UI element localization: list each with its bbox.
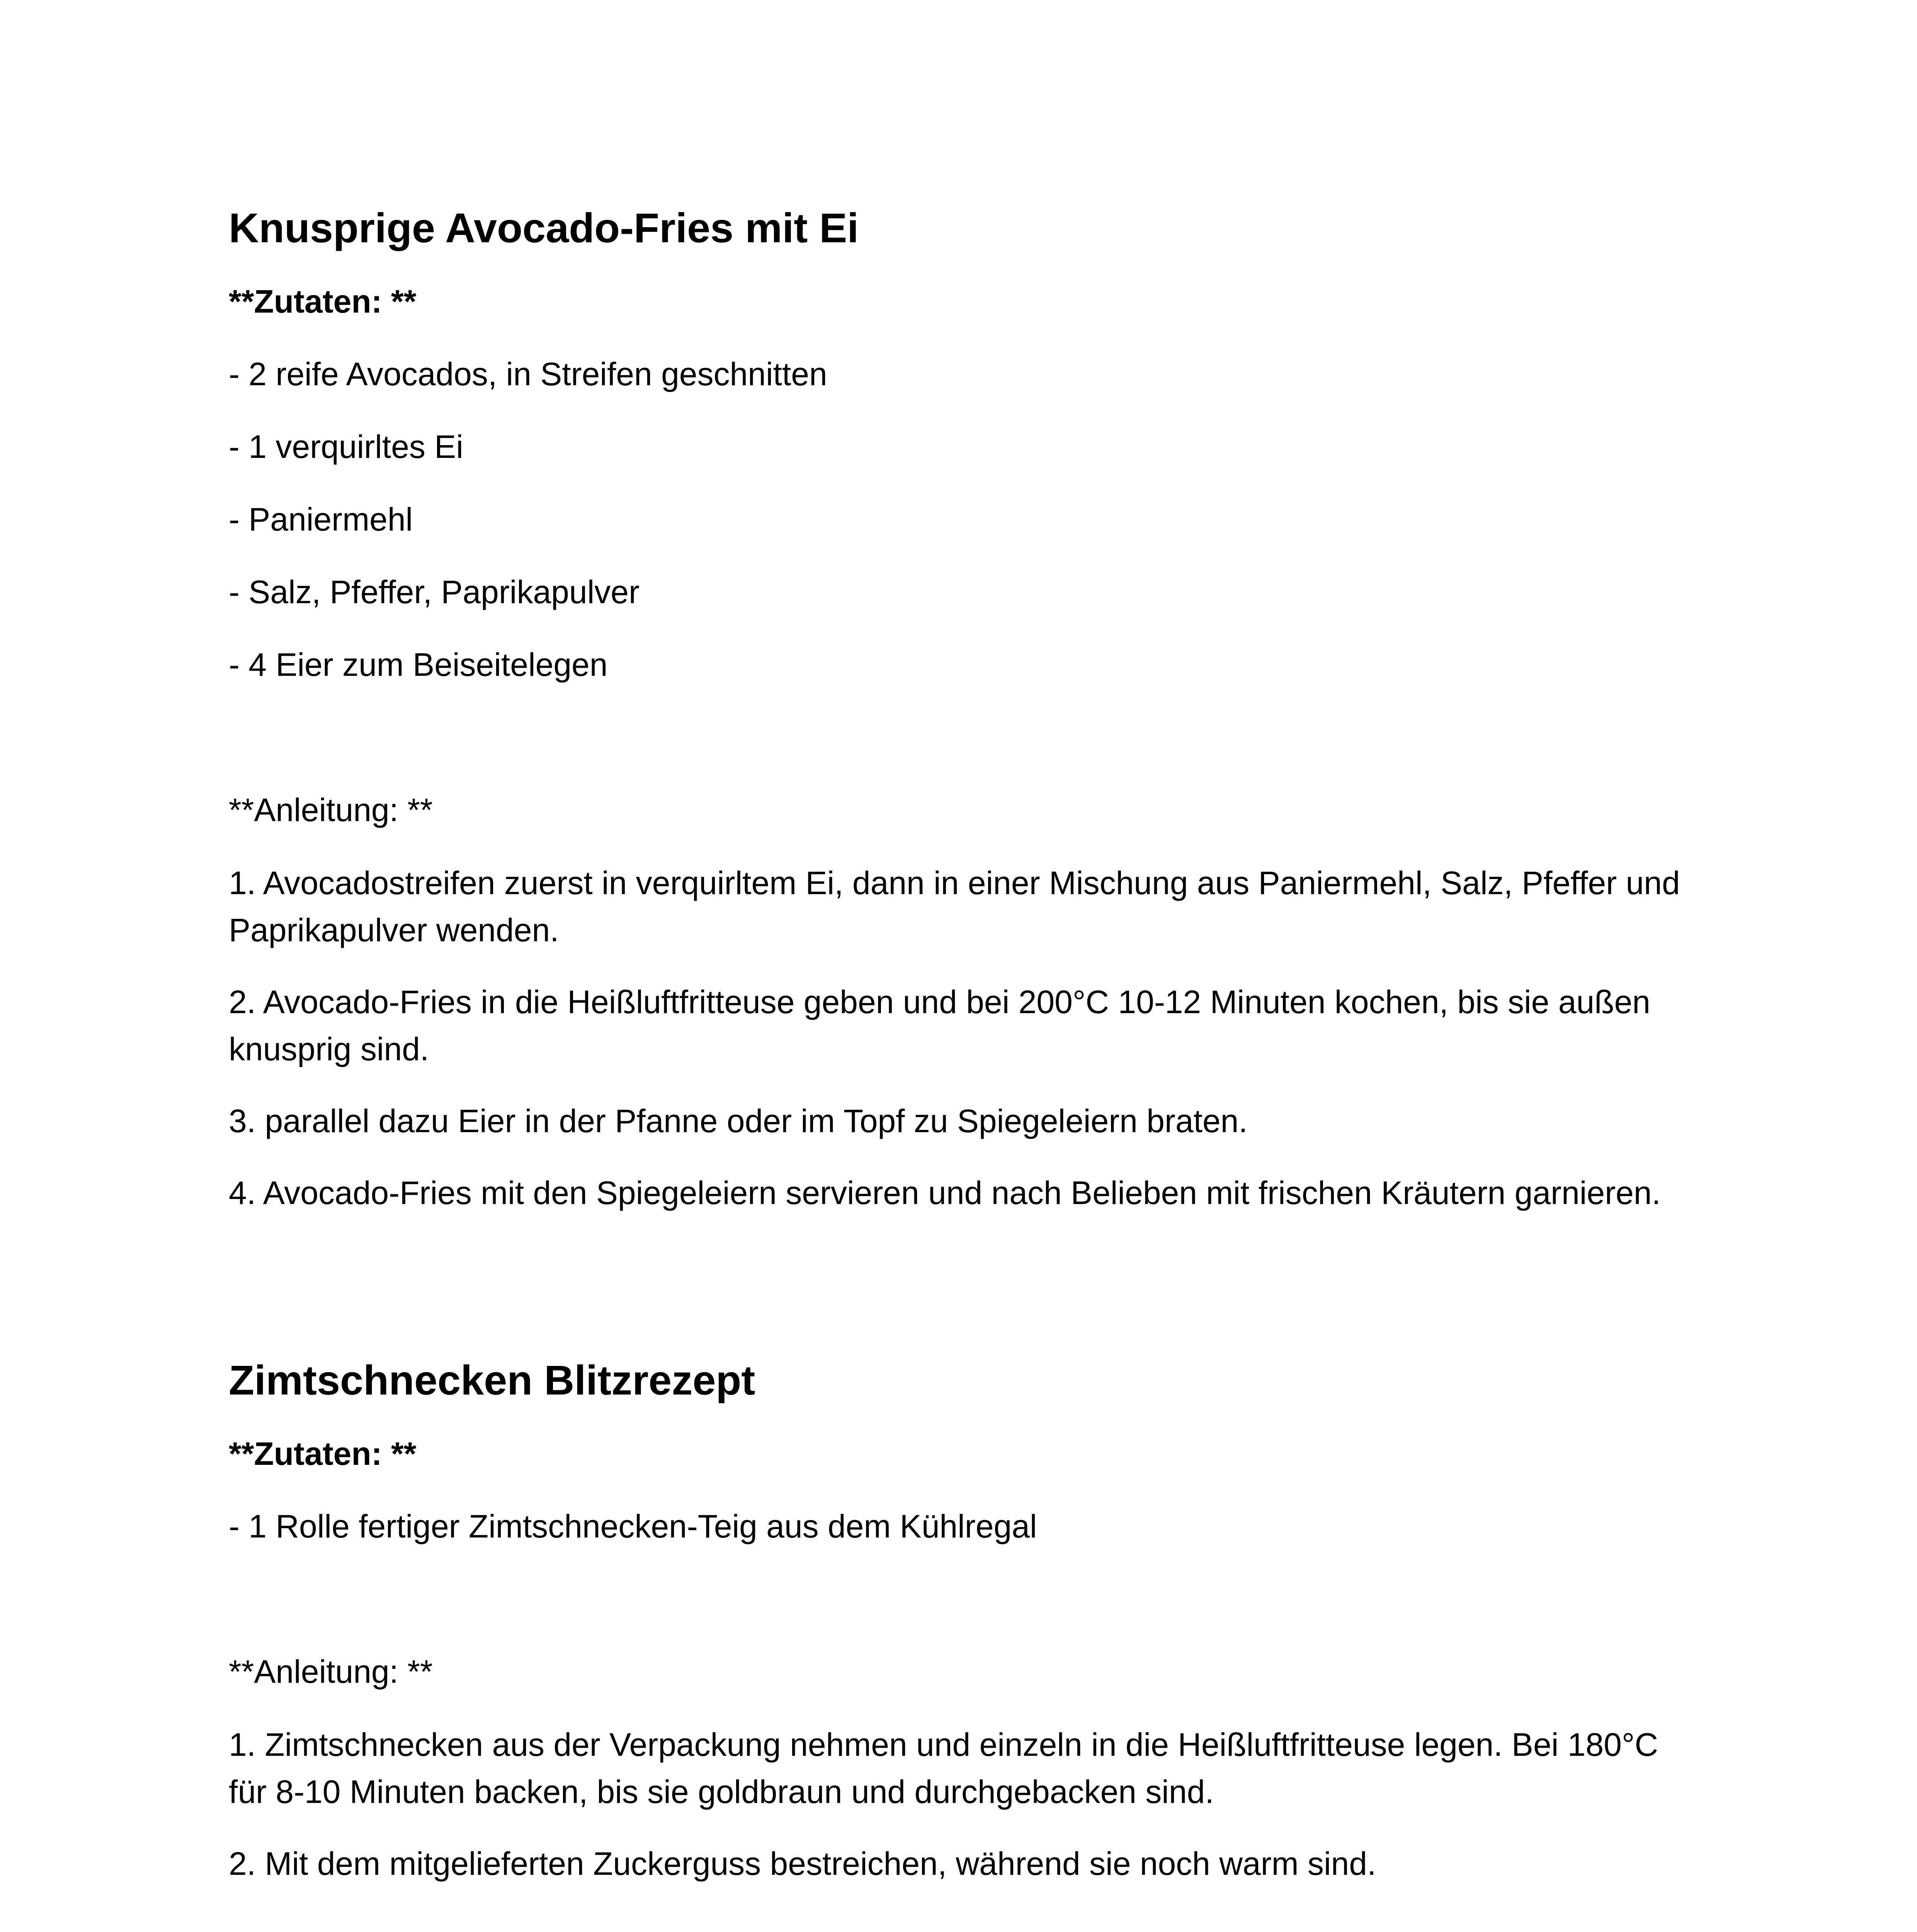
- instructions-label: **Anleitung: **: [229, 1653, 433, 1690]
- ingredient-item: - 2 reife Avocados, in Streifen geschnitten: [229, 356, 827, 392]
- spacer: [229, 1241, 1697, 1353]
- instructions-label: **Anleitung: **: [229, 792, 433, 828]
- spacer: [229, 1912, 1697, 1932]
- recipe-section: [229, 201, 1697, 1216]
- ingredient-item: - 1 verquirltes Ei: [229, 429, 463, 465]
- instruction-step: 1. Zimtschnecken aus der Verpackung nehmen und einzeln in die Heißluftfritteuse legen. Bei 180°C für 8-10 Minuten backen, bis sie goldbraun und durchgebacken sind.: [229, 1726, 1658, 1810]
- instruction-step: 4. Avocado-Fries mit den Spiegeleiern servieren und nach Belieben mit frischen Kräutern garnieren.: [229, 1175, 1661, 1211]
- ingredient-item: - Salz, Pfeffer, Paprikapulver: [229, 574, 640, 610]
- spacer: [229, 714, 1697, 787]
- instruction-step: 2. Mit dem mitgelieferten Zuckerguss bestreichen, während sie noch warm sind.: [229, 1845, 1376, 1882]
- instruction-step: 3. parallel dazu Eier in der Pfanne oder im Topf zu Spiegeleiern braten.: [229, 1103, 1248, 1139]
- ingredient-item: - 1 Rolle fertiger Zimtschnecken-Teig aus dem Kühlregal: [229, 1508, 1037, 1544]
- instruction-step: 2. Avocado-Fries in die Heißluftfritteuse geben und bei 200°C 10-12 Minuten kochen, bis sie außen knusprig sind.: [229, 984, 1650, 1067]
- recipe-title: Knusprige Avocado-Fries mit Ei: [229, 204, 859, 251]
- ingredients-label: **Zutaten: **: [229, 1435, 417, 1472]
- instruction-step: 1. Avocadostreifen zuerst in verquirltem Ei, dann in einer Mischung aus Paniermehl, Salz, Pfeffer und Paprikapulver wenden.: [229, 865, 1680, 948]
- ingredient-item: - Paniermehl: [229, 501, 413, 537]
- ingredient-item: - 4 Eier zum Beiseitelegen: [229, 646, 608, 683]
- recipe-section: [229, 1353, 1697, 1887]
- recipe-title: Zimtschnecken Blitzrezept: [229, 1357, 755, 1403]
- spacer: [229, 1576, 1697, 1648]
- page-content: [229, 201, 1697, 1932]
- ingredients-label: **Zutaten: **: [229, 283, 417, 320]
